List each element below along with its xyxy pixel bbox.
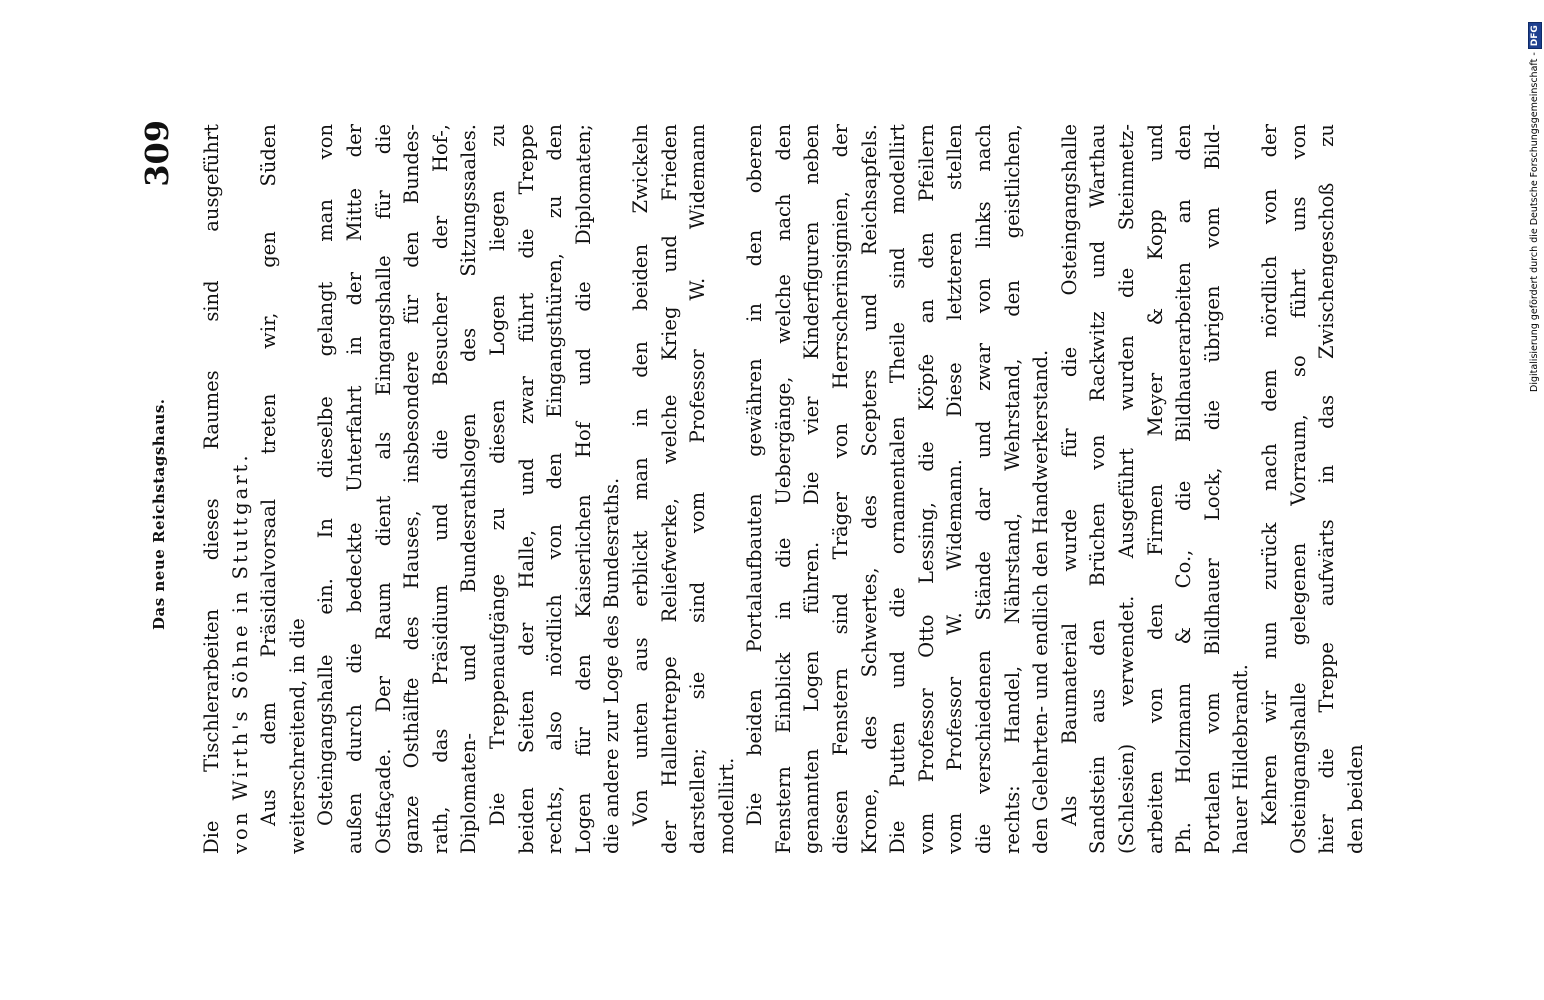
- text-line: (Schlesien) verwendet. Ausgeführt wurden die Steinmetz-: [1115, 124, 1138, 854]
- text-line: Die Putten und die ornamentalen Theile sind modellirt: [886, 124, 910, 854]
- text-line: vom Professor W. Widemann. Diese letzteren stellen: [943, 124, 967, 854]
- digitization-note-text: Digitalisierung gefördert durch die Deutsche Forschungsgemeinschaft -: [1529, 52, 1540, 392]
- text-line: Die Tischlerarbeiten dieses Raumes sind ausgeführt: [200, 124, 223, 854]
- page-number: 309: [138, 120, 176, 187]
- text-line: genannten Logen führen. Die vier Kinderfiguren neben: [800, 124, 824, 854]
- text-line: weiterschreitend, in die: [285, 618, 309, 854]
- text-line: von Wirth's Söhne in Stuttgart.: [228, 452, 252, 854]
- text-line: Als Baumaterial wurde für die Osteingangshalle: [1057, 124, 1081, 826]
- text-line: den Gelehrten- und endlich den Handwerkerstand.: [1029, 349, 1053, 854]
- text-line: arbeiten von den Firmen Meyer & Kopp und: [1143, 124, 1167, 854]
- text-line: Fenstern Einblick in die Uebergänge, welche nach den: [771, 124, 795, 854]
- text-line: Von unten aus erblickt man in den beiden Zwickeln: [628, 124, 652, 826]
- text-line: Ostfaçade. Der Raum dient als Eingangshalle für die: [371, 124, 395, 854]
- text-line: Osteingangshalle ein. In dieselbe gelangt man von: [314, 124, 338, 826]
- text-line: Sandstein aus den Brüchen von Rackwitz und Warthau: [1086, 124, 1110, 854]
- text-line: der Hallentreppe Reliefwerke, welche Krieg und Frieden: [657, 124, 681, 854]
- text-line: darstellen; sie sind vom Professor W. Widemann: [686, 124, 710, 854]
- running-head: [138, 120, 178, 850]
- text-line: die andere zur Loge des Bundesraths.: [600, 477, 624, 854]
- text-line: außen durch die bedeckte Unterfahrt in der Mitte der: [342, 124, 366, 854]
- text-line: Die Treppenaufgänge zu diesen Logen liegen zu: [485, 124, 509, 826]
- text-line: Logen für den Kaiserlichen Hof und die Diplomaten;: [571, 124, 595, 854]
- text-line: diesen Fenstern sind Träger von Herrscherinsignien, der: [829, 124, 853, 854]
- text-line: Diplomaten- und Bundesrathslogen des Sitzungssaales.: [457, 124, 481, 854]
- text-line: modellirt.: [714, 757, 738, 854]
- text-line: den beiden: [1343, 744, 1367, 854]
- text-line: hier die Treppe aufwärts in das Zwischengeschoß zu: [1315, 124, 1339, 854]
- running-title: Das neue Reichstagshaus.: [150, 398, 168, 630]
- digitization-note: [1528, 8, 1542, 392]
- text-line: beiden Seiten der Halle, und zwar führt die Treppe: [514, 124, 538, 854]
- text-line: Ph. Holzmann & Co., die Bildhauerarbeiten an den: [1172, 124, 1196, 854]
- dfg-logo: DFG: [1528, 22, 1542, 49]
- text-line: Portalen vom Bildhauer Lock, die übrigen vom Bild-: [1200, 124, 1224, 854]
- text-line: vom Professor Otto Lessing, die Köpfe an den Pfeilern: [914, 124, 938, 854]
- text-line: rechts: Handel, Nährstand, Wehrstand, den geistlichen,: [1000, 124, 1024, 854]
- text-line: Osteingangshalle gelegenen Vorraum, so führt uns von: [1286, 124, 1310, 854]
- text-line: Kehren wir nun zurück nach dem nördlich von der: [1257, 124, 1281, 826]
- text-line: Die beiden Portalaufbauten gewähren in den oberen: [743, 124, 767, 826]
- text-line: rath, das Präsidium und die Besucher der Hof-,: [428, 124, 452, 854]
- body-text: [198, 124, 1370, 854]
- text-line: ganze Osthälfte des Hauses, insbesondere für den Bundes-: [400, 124, 424, 854]
- text-line: Krone, des Schwertes, des Scepters und Reichsapfels.: [857, 124, 881, 854]
- text-line: hauer Hildebrandt.: [1229, 664, 1253, 854]
- text-line: Aus dem Präsidialvorsaal treten wir, gen Süden: [257, 124, 281, 826]
- text-line: die verschiedenen Stände dar und zwar von links nach: [972, 124, 996, 854]
- text-line: rechts, also nördlich von den Eingangsthüren, zu den: [543, 124, 567, 854]
